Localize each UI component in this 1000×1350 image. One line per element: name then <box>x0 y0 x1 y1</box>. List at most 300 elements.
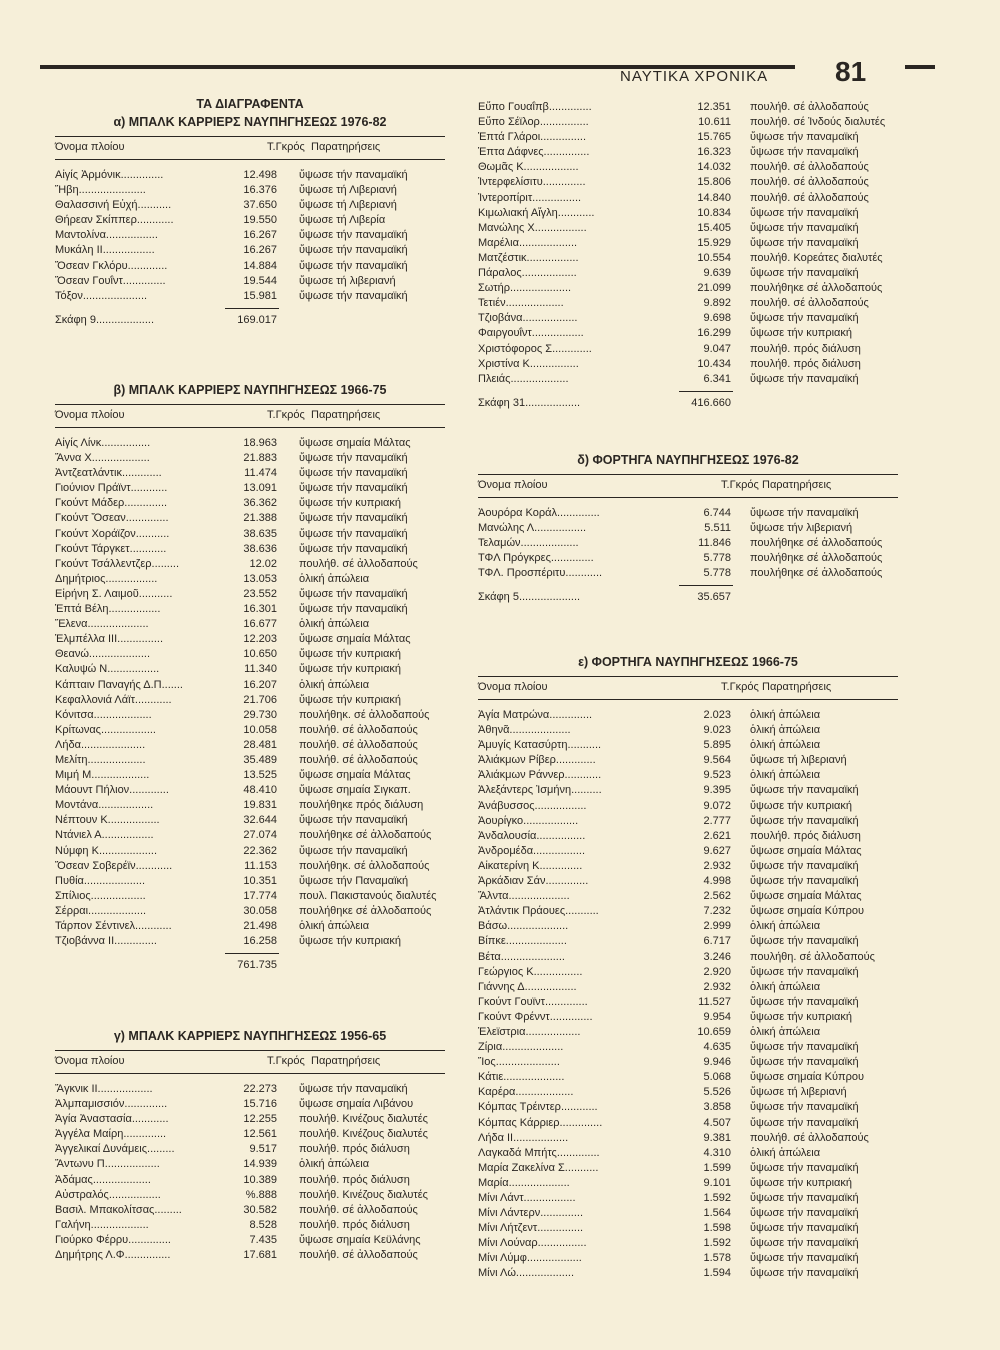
total-label: Σκάφη 9................... <box>55 313 155 326</box>
section-b <box>55 382 445 975</box>
remarks-text: ὕψωσε σημαία Μάλτας <box>750 890 862 903</box>
remarks-text: πουλήθ. σέ ἀλλοδαπούς <box>299 753 418 766</box>
tonnage-value: 9.381 <box>703 1131 731 1144</box>
tonnage-value: 9.047 <box>703 342 731 355</box>
table-row <box>478 1070 898 1085</box>
table-row <box>478 372 898 387</box>
ship-name: Ὄσεαν Γκλόρυ............. <box>55 259 168 272</box>
table-row <box>478 326 898 341</box>
ship-name: Ἁγία Ἀναστασία............ <box>55 1113 169 1126</box>
remarks-text: ὕψωσε τήν παναμαϊκή <box>299 1083 408 1095</box>
column-header-name: Όνομα πλοίου <box>55 141 125 153</box>
remarks-text: ὕψωσε τήν παναμαϊκή <box>750 859 859 872</box>
ship-name: Ἀρκάδιαν Σάν.............. <box>478 875 589 888</box>
ship-name: Αἰγίς Λίνκ................ <box>55 437 151 449</box>
section-total <box>55 953 445 975</box>
table-row <box>55 289 445 304</box>
remarks-text: πουλήθ. σέ Ἰνδούς διαλυτές <box>750 116 886 129</box>
tonnage-value: 9.023 <box>703 724 731 737</box>
ship-name: Αἰγίς Ἀρμόνικ.............. <box>55 169 164 181</box>
tonnage-value: 2.932 <box>703 980 731 993</box>
tonnage-value: 1.592 <box>703 1192 731 1204</box>
ship-name: Γκούντ Μάδερ.............. <box>55 497 168 510</box>
table-row <box>478 281 898 296</box>
ship-name: Ἀθηνᾶ.................... <box>478 724 571 737</box>
ship-name: Ἀλεξάντερς Ἰσμήνη.......... <box>478 784 602 797</box>
total-label: Σκάφη 5.................... <box>478 591 581 604</box>
remarks-text: ὕψωσε τήν παναμαϊκή <box>750 1237 859 1250</box>
tonnage-value: 12.255 <box>243 1113 277 1126</box>
ship-name: Σπίλιος.................. <box>55 889 146 902</box>
remarks-text: ὕψωσε τήν παναμαϊκή <box>750 1222 859 1235</box>
table-row <box>478 1116 898 1131</box>
tonnage-value: 2.621 <box>703 829 731 842</box>
column-header-remarks: Παρατηρήσεις <box>311 141 381 153</box>
table-row <box>478 965 898 980</box>
ship-name: Τόξον..................... <box>55 289 148 302</box>
total-rule <box>679 391 733 392</box>
table-row <box>478 723 898 738</box>
ship-name: Εἰρήνη Σ. Λαιμοῦ........... <box>55 587 173 600</box>
table-row <box>55 1082 445 1097</box>
ship-name: Ἀλιάκμων Ράννερ............ <box>478 769 602 782</box>
tonnage-value: 19.544 <box>243 274 277 287</box>
ship-name: Ἑπτά Γλάροι............... <box>478 131 587 144</box>
total-value: 416.660 <box>691 396 731 409</box>
remarks-text: ὕψωσε τήν κυπριακή <box>299 648 401 661</box>
ship-name: Ἀουρόρα Κοράλ.............. <box>478 507 600 519</box>
ship-name: Θήρεαν Σκίππερ............ <box>55 214 174 227</box>
ship-name: Τετιέν................... <box>478 297 564 310</box>
remarks-text: ὕψωσε τή Λιβερία <box>299 214 386 227</box>
ship-name: Μάουντ Πήλιον............. <box>55 784 169 797</box>
tonnage-value: 29.730 <box>243 708 277 721</box>
ship-name: Μανώλης Λ................. <box>478 522 587 535</box>
ship-name: Ἔλενα.................... <box>55 618 149 631</box>
table-row <box>478 814 898 829</box>
ship-name: Λήδα..................... <box>55 738 146 751</box>
remarks-text: ὕψωσε σημαία Κύπρου <box>750 905 864 918</box>
table-row <box>55 572 445 587</box>
ship-name: Βίπκε.................... <box>478 935 567 948</box>
remarks-text: ὁλική ἀπώλεια <box>299 678 370 691</box>
ship-name: Κάπταιν Παναγής Δ.Π....... <box>55 678 183 691</box>
tonnage-value: 1.592 <box>703 1237 731 1250</box>
tonnage-value: 9.517 <box>249 1143 277 1156</box>
table-row <box>478 1010 898 1025</box>
remarks-text: ὕψωσε τήν παναμαϊκή <box>299 169 408 181</box>
section-e-title: ε) ΦΟΡΤΗΓΑ ΝΑΥΠΗΓΗΣΕΩΣ 1966-75 <box>578 655 798 669</box>
tonnage-value: 35.489 <box>243 753 277 766</box>
tonnage-value: 12.351 <box>697 101 731 113</box>
ship-name: Μίνι Λήτζεντ............... <box>478 1222 584 1235</box>
tonnage-value: 11.527 <box>698 995 731 1008</box>
remarks-text: ὕψωσε τήν παναμαϊκή <box>750 1116 859 1129</box>
remarks-text: ὁλική ἀπώλεια <box>750 709 821 721</box>
ship-name: Ἀλιάκμων Ρίβερ............. <box>478 754 596 767</box>
ship-name: Ἄντωνυ Π.................. <box>55 1158 160 1171</box>
tonnage-value: 8.528 <box>249 1218 277 1231</box>
tonnage-value: 13.053 <box>243 572 277 585</box>
remarks-text: ὕψωσε τήν παναμαϊκή <box>750 965 859 978</box>
tonnage-value: 15.929 <box>697 236 731 249</box>
remarks-text: ὕψωσε τήν παναμαϊκή <box>750 1252 859 1265</box>
tonnage-value: 12.498 <box>243 169 277 181</box>
ship-name: Τάρπον Σέντινελ............ <box>55 920 172 932</box>
tonnage-value: 4.507 <box>703 1116 731 1129</box>
table-row <box>55 708 445 723</box>
section-d-title: δ) ΦΟΡΤΗΓΑ ΝΑΥΠΗΓΗΣΕΩΣ 1976-82 <box>577 453 799 467</box>
ship-name: Γκούντ Ὄσεαν.............. <box>55 512 169 525</box>
tonnage-value: 10.659 <box>697 1025 731 1038</box>
remarks-text: ὕψωσε τήν κυπριακή <box>299 497 401 510</box>
table-row <box>478 904 898 919</box>
tonnage-value: 15.806 <box>697 176 731 189</box>
table-row <box>55 647 445 662</box>
remarks-text: ὕψωσε τήν παναμαϊκή <box>750 1267 859 1280</box>
remarks-text: ὕψωσε τήν κυπριακή <box>299 693 401 706</box>
table-row <box>478 859 898 874</box>
ship-name: Ἀγγελικαί Δυνάμεις......... <box>55 1143 175 1156</box>
total-value: 761.735 <box>237 959 277 972</box>
ship-name: Πυθία.................... <box>55 874 146 887</box>
table-row <box>55 602 445 617</box>
ship-name: Γκούντ Τσάλλεντζερ......... <box>55 557 180 570</box>
ship-name: Βέτα..................... <box>478 950 565 963</box>
remarks-text: ὕψωσε τήν παναμαϊκή <box>299 814 408 827</box>
tonnage-value: 22.362 <box>243 844 277 857</box>
ship-name: Γιούρκο Φέρρυ.............. <box>55 1233 171 1246</box>
remarks-text: ὕψωσε τήν λιβεριανή <box>750 522 853 535</box>
table-row <box>55 753 445 768</box>
remarks-text: ὕψωσε τήν κυπριακή <box>299 663 401 676</box>
ship-name: Μίνι Λώ................... <box>478 1267 575 1280</box>
tonnage-value: 19.550 <box>243 214 277 227</box>
remarks-text: πουλήθ. Κορεάτες διαλυτές <box>750 251 883 264</box>
ship-name: Λαγκαδά Μπήτς.............. <box>478 1146 600 1159</box>
ship-name: Ἀμυγίς Κατασύρτη........... <box>478 739 602 752</box>
table-row <box>478 1266 898 1281</box>
remarks-text: πουλήθηκε σέ ἀλλοδαπούς <box>750 282 883 295</box>
total-value: 169.017 <box>237 313 277 326</box>
ship-name: Μυκάλη ΙΙ................. <box>55 244 155 257</box>
section-a-table <box>55 136 445 330</box>
remarks-text: ὕψωσε τήν παναμαϊκή <box>750 1056 859 1069</box>
remarks-text: ὕψωσε τήν παναμαϊκή <box>750 784 859 797</box>
ship-name: Κόμπας Τρέιντερ............ <box>478 1101 598 1114</box>
table-row <box>55 511 445 526</box>
tonnage-value: 2.562 <box>703 890 731 903</box>
tonnage-value: 16.323 <box>697 146 731 159</box>
table-row <box>478 1146 898 1161</box>
ship-name: Αἰκατερίνη Κ.............. <box>478 859 583 872</box>
remarks-text: πουλήθ. σέ ἀλλοδαπούς <box>299 738 418 751</box>
tonnage-value: 37.650 <box>243 199 277 212</box>
table-row <box>55 738 445 753</box>
ship-name: Μίνι Λύμφ.................. <box>478 1252 582 1265</box>
remarks-text: ὁλική ἀπώλεια <box>750 724 821 737</box>
ship-name: Θωμᾶς Κ.................. <box>478 161 579 174</box>
tonnage-value: 5.895 <box>703 739 731 752</box>
tonnage-value: 5.511 <box>704 522 731 535</box>
remarks-text: ὕψωσε τήν παναμαϊκή <box>750 1041 859 1054</box>
remarks-text: πουλήθ. Κινέζους διαλυτές <box>299 1113 428 1126</box>
ship-name: Βάσω.................... <box>478 920 569 933</box>
tonnage-value: 1.598 <box>703 1222 731 1235</box>
section-c-continued <box>478 92 898 413</box>
table-row <box>55 1097 445 1112</box>
table-row <box>55 1203 445 1218</box>
remarks-text: πουλήθ. πρός διάλυση <box>299 1218 410 1231</box>
column-header <box>55 404 445 428</box>
column-header-name: Όνομα πλοίου <box>478 681 548 693</box>
tonnage-value: 21.099 <box>697 282 731 295</box>
table-row <box>478 1191 898 1206</box>
ship-name: Αὐστραλός................. <box>55 1188 161 1201</box>
tonnage-value: 9.639 <box>703 267 731 280</box>
ship-name: Κόνιτσα................... <box>55 708 152 721</box>
tonnage-value: 2.932 <box>703 859 731 872</box>
tonnage-value: 2.023 <box>703 709 731 721</box>
ship-name: Εὔπο Γουαΐπβ.............. <box>478 101 592 113</box>
remarks-text: ὁλική ἀπώλεια <box>299 572 370 585</box>
tonnage-value: 16.267 <box>243 244 277 257</box>
table-row <box>478 175 898 190</box>
remarks-text: πουλήθ. σέ ἀλλοδαπούς <box>750 191 869 204</box>
remarks-text: ὕψωσε τήν παναμαϊκή <box>750 995 859 1008</box>
tonnage-value: 30.058 <box>243 904 277 917</box>
column-header-tonnage: Τ.Γκρός <box>267 141 305 153</box>
tonnage-value: 32.644 <box>243 814 277 827</box>
remarks-text: ὕψωσε τήν Παναμαϊκή <box>299 874 409 887</box>
tonnage-value: 30.582 <box>243 1203 277 1216</box>
remarks-text: ὁλική ἀπώλεια <box>750 1146 821 1159</box>
remarks-text: ὕψωσε τήν παναμαϊκή <box>750 875 859 888</box>
table-row <box>478 1025 898 1040</box>
table-row <box>478 768 898 783</box>
tonnage-value: 17.681 <box>243 1249 277 1262</box>
tonnage-value: 10.058 <box>243 723 277 736</box>
table-row <box>478 783 898 798</box>
section-total <box>55 308 445 330</box>
table-row <box>55 632 445 647</box>
ship-name: Μαρία.................... <box>478 1176 570 1189</box>
tonnage-value: 9.892 <box>703 297 731 310</box>
column-header-tonnage: Τ.Γκρός <box>721 479 759 491</box>
table-row <box>478 1055 898 1070</box>
remarks-text: ὕψωσε τήν παναμαϊκή <box>750 1101 859 1114</box>
remarks-text: ὕψωσε τήν παναμαϊκή <box>299 452 408 465</box>
remarks-text: πουλήθ. σέ ἀλλοδαπούς <box>299 1249 418 1262</box>
tonnage-value: 13.525 <box>243 769 277 782</box>
remarks-text: πουλήθ. πρός διάλυση <box>299 1143 410 1156</box>
table-row <box>478 1236 898 1251</box>
remarks-text: ὕψωσε τήν παναμαϊκή <box>299 482 408 495</box>
tonnage-value: 5.778 <box>703 552 731 565</box>
ship-name: Χριστόφορος Σ............. <box>478 342 592 355</box>
ship-name: Νέπτουν Κ................. <box>55 814 160 827</box>
ship-name: Γκούντ Φρένντ.............. <box>478 1010 593 1023</box>
table-row <box>55 874 445 889</box>
tonnage-value: 15.981 <box>243 289 277 302</box>
column-header <box>55 1050 445 1074</box>
tonnage-value: 1.564 <box>703 1207 731 1220</box>
tonnage-value: 21.388 <box>243 512 277 525</box>
tonnage-value: 3.858 <box>703 1101 731 1114</box>
ship-name: Ἀντζεατλάντικ............. <box>55 467 162 480</box>
ship-name: Γαλήνη................... <box>55 1218 149 1231</box>
table-row <box>478 829 898 844</box>
table-row <box>55 274 445 289</box>
ship-name: Ἀτλάντικ Πράουες........... <box>478 905 599 918</box>
table-row <box>478 266 898 281</box>
remarks-text: ὕψωσε τήν παναμαϊκή <box>299 542 408 555</box>
remarks-text: ὕψωσε τήν παναμαϊκή <box>299 467 408 480</box>
tonnage-value: 14.884 <box>243 259 277 272</box>
remarks-text: πουλήθ. πρός διάλυση <box>750 357 861 370</box>
remarks-text: ὁλική ἀπώλεια <box>750 980 821 993</box>
ship-name: Ἀλμπαμισσιόν.............. <box>55 1098 168 1111</box>
ship-name: Θαλασσινή Εὐχή........... <box>55 199 172 212</box>
remarks-text: ὕψωσε τήν παναμαϊκή <box>750 312 859 325</box>
ship-name: Χριστίνα Κ................ <box>478 357 579 370</box>
ship-name: Ἀνάβυσσος................. <box>478 799 587 812</box>
remarks-text: ὕψωσε τήν παναμαϊκή <box>299 844 408 857</box>
tonnage-value: 10.351 <box>243 874 277 887</box>
table-row <box>55 496 445 511</box>
ship-name: Μαρέλια................... <box>478 236 578 249</box>
remarks-text: ὕψωσε τήν παναμαϊκή <box>299 527 408 540</box>
total-rule <box>225 308 279 309</box>
tonnage-value: 11.153 <box>244 859 277 872</box>
total-rule <box>225 953 279 954</box>
ship-name: Τζιοβάνα.................. <box>478 312 578 325</box>
table-row <box>55 859 445 874</box>
table-row <box>55 662 445 677</box>
ship-name: Ἴος..................... <box>478 1056 560 1069</box>
tonnage-value: 11.474 <box>244 467 277 480</box>
table-row <box>478 115 898 130</box>
table-row <box>55 693 445 708</box>
table-row <box>478 357 898 372</box>
table-row <box>478 1131 898 1146</box>
page-number: 81 <box>835 56 867 87</box>
ship-name: Πλειάς................... <box>478 372 569 385</box>
tonnage-value: 4.310 <box>703 1146 731 1159</box>
column-header-name: Όνομα πλοίου <box>55 1055 125 1067</box>
table-row <box>478 708 898 723</box>
remarks-text: ὕψωσε τήν παναμαϊκή <box>750 372 859 385</box>
ship-name: Ἀουρίγκο.................. <box>478 814 579 827</box>
column-header-remarks: Παρατηρήσεις <box>762 479 832 491</box>
ship-name: Φαιργουΐντ................. <box>478 327 584 340</box>
remarks-text: ὕψωσε τήν παναμαϊκή <box>299 289 408 302</box>
ship-name: Γκούντ Χοράϊζον........... <box>55 527 170 540</box>
column-header-tonnage: Τ.Γκρός <box>721 681 759 693</box>
tonnage-value: 4.998 <box>703 875 731 888</box>
table-row <box>55 451 445 466</box>
table-row <box>55 934 445 949</box>
ship-name: Μοντάνα.................. <box>55 799 154 812</box>
page-header <box>40 56 900 92</box>
column-header-tonnage: Τ.Γκρός <box>267 1055 305 1067</box>
tonnage-value: 15.765 <box>697 131 731 144</box>
tonnage-value: 10.834 <box>697 206 731 219</box>
remarks-text: πουλήθ. σέ ἀλλοδαπούς <box>750 161 869 174</box>
tonnage-value: 38.635 <box>243 527 277 540</box>
table-row <box>478 889 898 904</box>
remarks-text: ὁλική ἀπώλεια <box>299 1158 370 1171</box>
ship-name: Τελαμών................... <box>478 537 579 550</box>
tonnage-value: 14.840 <box>697 191 731 204</box>
ship-name: Καρέρα................... <box>478 1086 574 1099</box>
table-row <box>55 783 445 798</box>
ship-name: Βασιλ. Μπακολίτσας......... <box>55 1203 182 1216</box>
remarks-text: ὕψωσε τήν παναμαϊκή <box>750 935 859 948</box>
tonnage-value: 14.032 <box>697 161 731 174</box>
column-header-remarks: Παρατηρήσεις <box>311 409 381 421</box>
remarks-text: ὕψωσε τήν παναμαϊκή <box>750 267 859 280</box>
tonnage-value: 19.831 <box>243 799 277 812</box>
table-row <box>55 587 445 602</box>
remarks-text: πουλήθηκε σέ ἀλλοδαπούς <box>299 829 432 842</box>
ship-name: Μελίτη................... <box>55 753 146 766</box>
remarks-text: ὕψωσε τήν παναμαϊκή <box>750 1192 859 1204</box>
tonnage-value: 2.920 <box>703 965 731 978</box>
tonnage-value: 13.091 <box>243 482 277 495</box>
remarks-text: ὕψωσε τήν παναμαϊκή <box>750 146 859 159</box>
table-row <box>55 678 445 693</box>
remarks-text: πουλ. Πακιστανούς διαλυτές <box>299 889 437 902</box>
table-rows <box>478 708 898 1282</box>
tonnage-value: 12.02 <box>249 557 277 570</box>
remarks-text: πουλήθη. σέ ἀλλοδαπούς <box>750 950 875 963</box>
ship-name: Μαντολίνα................. <box>55 229 158 242</box>
section-total <box>478 585 898 607</box>
remarks-text: πουλήθ. πρός διάλυση <box>750 829 861 842</box>
tonnage-value: 11.340 <box>244 663 277 676</box>
tonnage-value: 9.946 <box>703 1056 731 1069</box>
tonnage-value: 14.939 <box>243 1158 277 1171</box>
table-rows <box>55 168 445 304</box>
remarks-text: πουλήθηκε πρός διάλυση <box>299 799 424 812</box>
table-row <box>478 1161 898 1176</box>
tonnage-value: %.888 <box>245 1188 277 1201</box>
tonnage-value: 10.650 <box>243 648 277 661</box>
table-row <box>478 980 898 995</box>
remarks-text: ὕψωσε σημαία Σιγκαπ. <box>299 784 411 797</box>
tonnage-value: 15.716 <box>243 1098 277 1111</box>
tonnage-value: 10.389 <box>243 1173 277 1186</box>
remarks-text: πουλήθ. σέ ἀλλοδαπούς <box>750 1131 869 1144</box>
table-row <box>55 798 445 813</box>
tonnage-value: 2.999 <box>703 920 731 933</box>
remarks-text: ὕψωσε τήν κυπριακή <box>750 1176 852 1189</box>
column-header-remarks: Παρατηρήσεις <box>762 681 832 693</box>
tonnage-value: 16.677 <box>243 618 277 631</box>
table-row <box>478 1251 898 1266</box>
ship-name: Κιμωλιακή Αἴγλη............ <box>478 206 595 219</box>
section-d <box>478 452 898 607</box>
ship-name: Ἀνδρομέδα................. <box>478 844 586 857</box>
table-row <box>478 521 898 536</box>
table-row <box>478 950 898 965</box>
ship-name: Κόμπας Κάρριερ.............. <box>478 1116 603 1129</box>
remarks-text: πουλήθ. πρός διάλυση <box>750 342 861 355</box>
tonnage-value: 16.299 <box>697 327 731 340</box>
table-row <box>55 1157 445 1172</box>
table-row <box>478 206 898 221</box>
